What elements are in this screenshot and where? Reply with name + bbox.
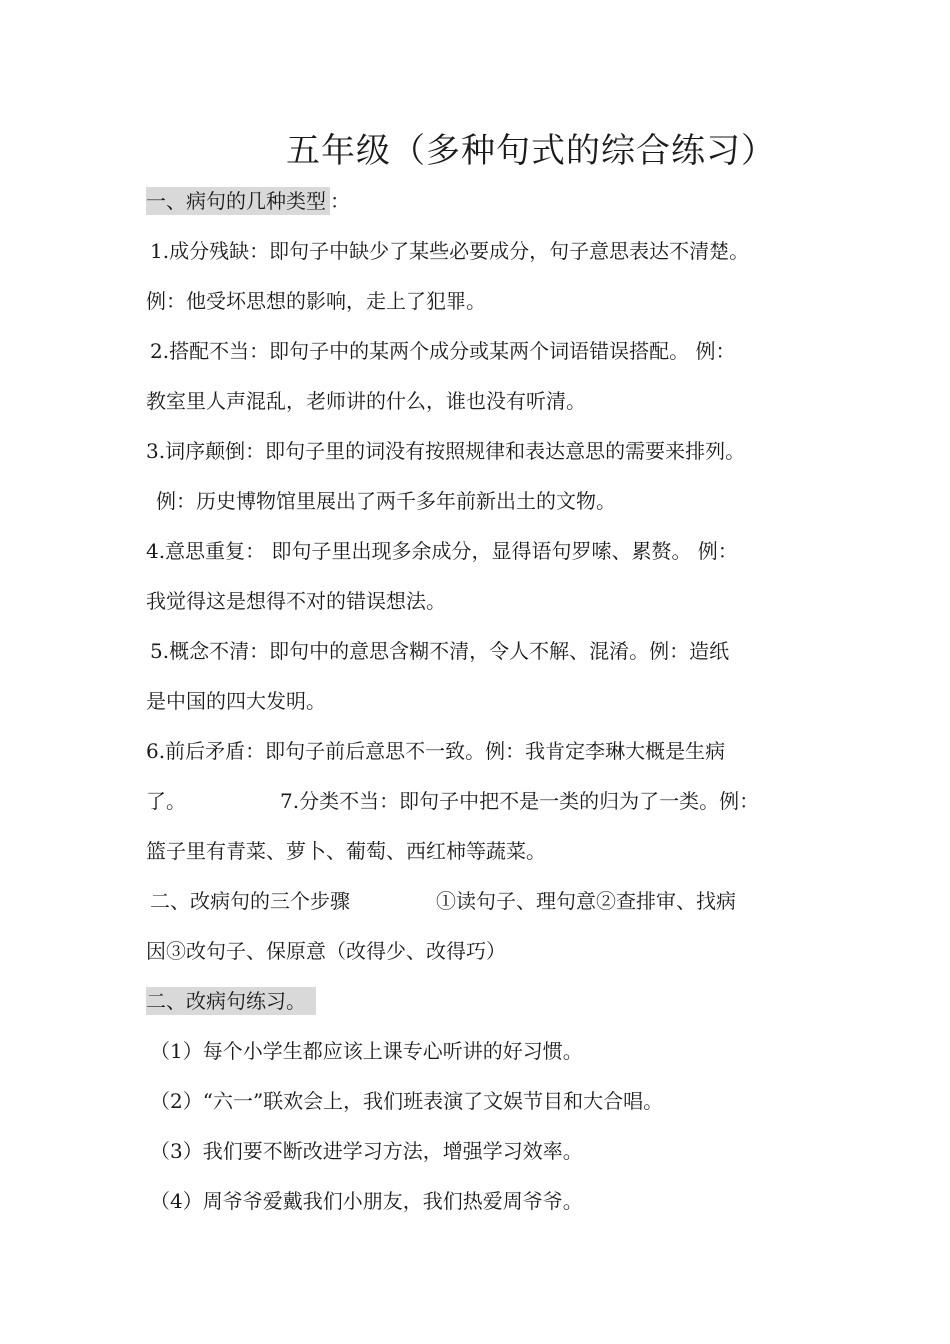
steps-text-cont: 因③改句子、保原意（改得少、改得巧）: [146, 939, 506, 963]
type-redundancy-example: 我觉得这是想得不对的错误想法。: [146, 589, 446, 613]
type-mismatch-example: 教室里人声混乱，老师讲的什么，谁也没有听清。: [146, 389, 586, 413]
exercise-item: （1）每个小学生都应该上课专心听讲的好习惯。: [150, 1039, 583, 1063]
highlighted-heading: 一、病句的几种类型: [146, 187, 330, 215]
steps-heading: 二、改病句的三个步骤: [150, 889, 350, 913]
section-heading-steps: [150, 884, 830, 918]
exercise-item: （2）“六一”联欢会上，我们班表演了文娱节目和大合唱。: [150, 1089, 664, 1113]
type-classification: 7.分类不当：即句子中把不是一类的归为了一类。例：: [280, 789, 760, 813]
highlighted-heading: 二、改病句练习。: [146, 987, 316, 1015]
type-incomplete-example: 例：他受坏思想的影响，走上了犯罪。: [146, 289, 486, 313]
type-incomplete: 1.成分残缺：即句子中缺少了某些必要成分，句子意思表达不清楚。: [150, 239, 750, 263]
exercise-item: （4）周爷爷爱戴我们小朋友，我们热爱周爷爷。: [150, 1189, 583, 1213]
exercise-item: （3）我们要不断改进学习方法，增强学习效率。: [150, 1139, 583, 1163]
steps-text: ①读句子、理句意②查排审、找病: [436, 889, 736, 913]
type-contradiction: 6.前后矛盾：即句子前后意思不一致。例：我肯定李琳大概是生病: [146, 739, 726, 763]
type-word-order: 3.词序颠倒：即句子里的词没有按照规律和表达意思的需要来排列。: [146, 439, 746, 463]
section-heading-sentence-types: [146, 184, 826, 218]
type-redundancy: 4.意思重复： 即句子里出现多余成分，显得语句罗嗦、累赘。 例：: [146, 539, 738, 563]
type-unclear-concept-cont: 是中国的四大发明。: [146, 689, 326, 713]
page-title: 五年级（多种句式的综合练习）: [286, 131, 776, 171]
type-word-order-example: 例：历史博物馆里展出了两千多年前新出土的文物。: [156, 489, 616, 513]
type-classification-example: 篮子里有青菜、萝卜、葡萄、西红柿等蔬菜。: [146, 839, 546, 863]
contradiction-cont: 了。: [146, 789, 186, 813]
section-heading-exercises: [146, 984, 826, 1018]
type-mismatch: 2.搭配不当：即句子中的某两个成分或某两个词语错误搭配。 例：: [150, 339, 736, 363]
heading-colon: ：: [330, 189, 350, 213]
type-contradiction-and-classification: [146, 784, 826, 818]
type-unclear-concept: 5.概念不清：即句中的意思含糊不清，令人不解、混淆。例：造纸: [150, 639, 730, 663]
